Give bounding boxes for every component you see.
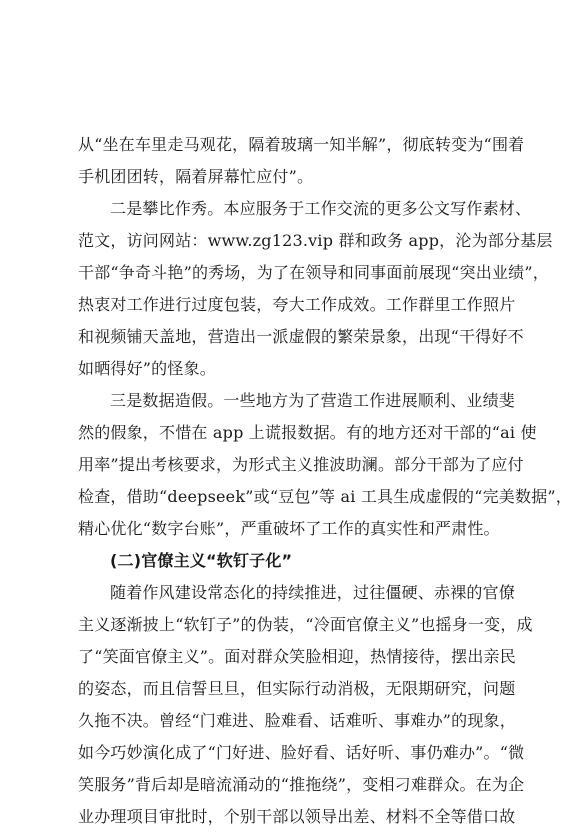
body-line: 如今巧妙演化成了“门好进、脸好看、话好听、事仍难办”。“微 — [78, 743, 525, 762]
paragraph-start-line: 随着作风建设常态化的持续推进，过往僵硬、赤裸的官僚 — [110, 583, 516, 602]
body-line: 精心优化“数字台账”，严重破坏了工作的真实性和严肃性。 — [78, 519, 500, 538]
document-body — [78, 129, 572, 833]
body-line: 范文，访问网站：www.zg123.vip 群和政务 app，沦为部分基层 — [78, 231, 553, 250]
body-line: 干部“争奇斗艳”的秀场，为了在领导和同事面前展现“突出业绩”， — [78, 263, 549, 282]
body-line: 的姿态，而且信誓旦旦，但实际行动消极，无限期研究，问题 — [78, 679, 516, 698]
body-line: 从“坐在车里走马观花，隔着玻璃一知半解”，彻底转变为“围着 — [78, 135, 525, 154]
body-line: 然的假象，不惜在 app 上谎报数据。有的地方还对干部的“ai 使 — [78, 423, 537, 442]
body-line: 久拖不决。曾经“门难进、脸难看、话难听、事难办”的现象， — [78, 711, 516, 730]
body-line: 和视频铺天盖地，营造出一派虚假的繁荣景象，出现“干得好不 — [78, 327, 524, 346]
body-line: 检查，借助“deepseek”或“豆包”等 ai 工具生成虚假的“完美数据”， — [78, 487, 572, 506]
body-line: 手机团团转，隔着屏幕忙应付”。 — [78, 167, 314, 186]
section-heading: (二)官僚主义“软钉子化” — [110, 551, 293, 570]
paragraph-start-line: 三是数据造假。一些地方为了营造工作进展顺利、业绩斐 — [110, 391, 516, 410]
body-line: 了“笑面官僚主义”。面对群众笑脸相迎，热情接待，摆出亲民 — [78, 647, 516, 666]
body-line: 主义逐渐披上“软钉子”的伪装，“冷面官僚主义”也摇身一变，成 — [78, 615, 533, 634]
body-line: 笑服务”背后却是暗流涌动的“推拖绕”，变相刁难群众。在为企 — [78, 775, 525, 794]
body-line: 如晒得好”的怪象。 — [78, 359, 216, 378]
body-line: 热衷对工作进行过度包装，夸大工作成效。工作群里工作照片 — [78, 295, 516, 314]
body-line: 用率”提出考核要求，为形式主义推波助澜。部分干部为了应付 — [78, 455, 524, 474]
paragraph-start-line: 二是攀比作秀。本应服务于工作交流的更多公文写作素材、 — [110, 199, 532, 218]
body-line: 业办理项目审批时，个别干部以领导出差、材料不全等借口故 — [78, 807, 516, 826]
